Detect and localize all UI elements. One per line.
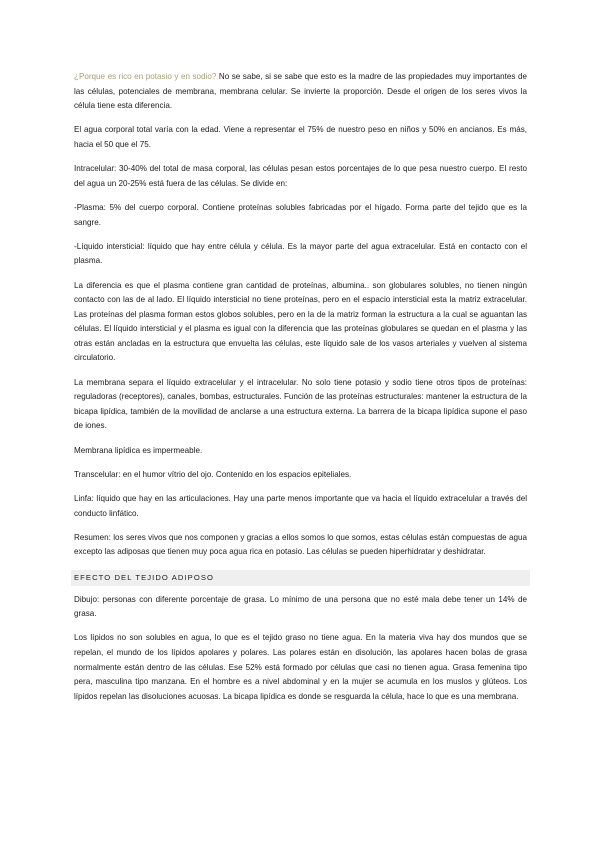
paragraph-intracelular: Intracelular: 30-40% del total de masa corporal, las células pesan estos porcentajes de lo que pesa nuestro cuerpo. El resto del agua un 20-25% está fuera de las células. Se divide en: — [74, 164, 527, 188]
intro-paragraph — [74, 70, 527, 114]
paragraph-transcelular: Transcelular: en el humor vítrio del ojo. Contenido en los espacios epiteliales. — [74, 469, 352, 479]
paragraph-liquido-intersticial: -Líquido intersticial: líquido que hay entre célula y célula. Es la mayor parte del agua extracelular. Está en contacto con el plasma. — [74, 241, 527, 266]
paragraph-membrana: La membrana separa el líquido extracelular y el intracelular. No solo tiene potasio y sodio tiene otros tipos de proteínas: reguladoras (receptores), canales, bombas, estructurales. Función de las proteínas estructurales: mantener la estructura de la bicapa lipídica, también de la movilidad de anclarse a una estructura externa. La barrera de la bicapa lipídica supone el paso de iones. — [74, 377, 527, 431]
paragraph-body-water: El agua corporal total varía con la edad. Viene a representar el 75% de nuestro peso en niños y 50% en ancianos. Es más, hacia el 50 que el 75. — [74, 125, 527, 149]
paragraph-membrana-lipidica: Membrana lipídica es impermeable. — [74, 445, 203, 455]
intro-question: ¿Porque es rico en potasio y en sodio? — [74, 72, 217, 81]
paragraph-plasma: -Plasma: 5% del cuerpo corporal. Contiene proteínas solubles fabricadas por el hígado. Forma parte del tejido que es la sangre. — [74, 202, 527, 227]
paragraph-lipidos: Los lípidos no son solubles en agua, lo que es el tejido graso no tiene agua. En la materia viva hay dos mundos que se repelan, el mundo de los lípidos apolares y polares. Las polares están en disolución, las apolares hacen bolas de grasa normalmente están dentro de las células. Ese 52% está formado por células que casi no tienen agua. Grasa femenina tipo pera, masculina tipo manzana. En el hombre es a nivel abdominal y en la mujer se acumula en los muslos y glúteos. Los lípidos repelan las disoluciones acuosas. La bicapa lipídica es donde se resguarda la célula, hace lo que es una membrana. — [74, 633, 527, 701]
paragraph-linfa: Linfa: líquido que hay en las articulaciones. Hay una parte menos importante que va hacia el líquido extracelular a través del conducto linfático. — [74, 494, 527, 518]
document-page — [74, 70, 527, 714]
section-heading: EFECTO DEL TEJIDO ADIPOSO — [71, 570, 530, 586]
paragraph-resumen: Resumen: los seres vivos que nos componen y gracias a ellos somos lo que somos, estas células están compuestas de agua excepto las adiposas que tienen muy poca agua rica en potasio. Las células se pueden hiperhidratar y deshidratar. — [74, 532, 527, 557]
intro-text: No se sabe, si se sabe que esto es la madre de las propiedades muy importantes de las células, potenciales de membrana, membrana celular. Se invierte la proporción. Desde el origen de los seres vivos la célula tiene esta diferencia. — [74, 72, 527, 111]
paragraph-dibujo: Dibujo: personas con diferente porcentaje de grasa. Lo mínimo de una persona que no esté mala debe tener un 14% de grasa. — [74, 594, 527, 619]
paragraph-diferencia: La diferencia es que el plasma contiene gran cantidad de proteínas, albumina.. son globulares solubles, no tienen ningún contacto con las de al lado. El líquido intersticial no tiene proteínas, pero en el espacio intersticial esta la matriz extracelular. Las proteínas del plasma forman estos globos solubles, pero en la de la matriz forman la estructura a la cual se aguantan las células. El líquido intersticial y el plasma es igual con la diferencia que las proteínas globulares se quedan en el plasma y las otras están ancladas en la estructura que envuelta las células, este líquido sale de los vasos arteriales y vuelven al sistema circulatorio. — [74, 280, 527, 363]
